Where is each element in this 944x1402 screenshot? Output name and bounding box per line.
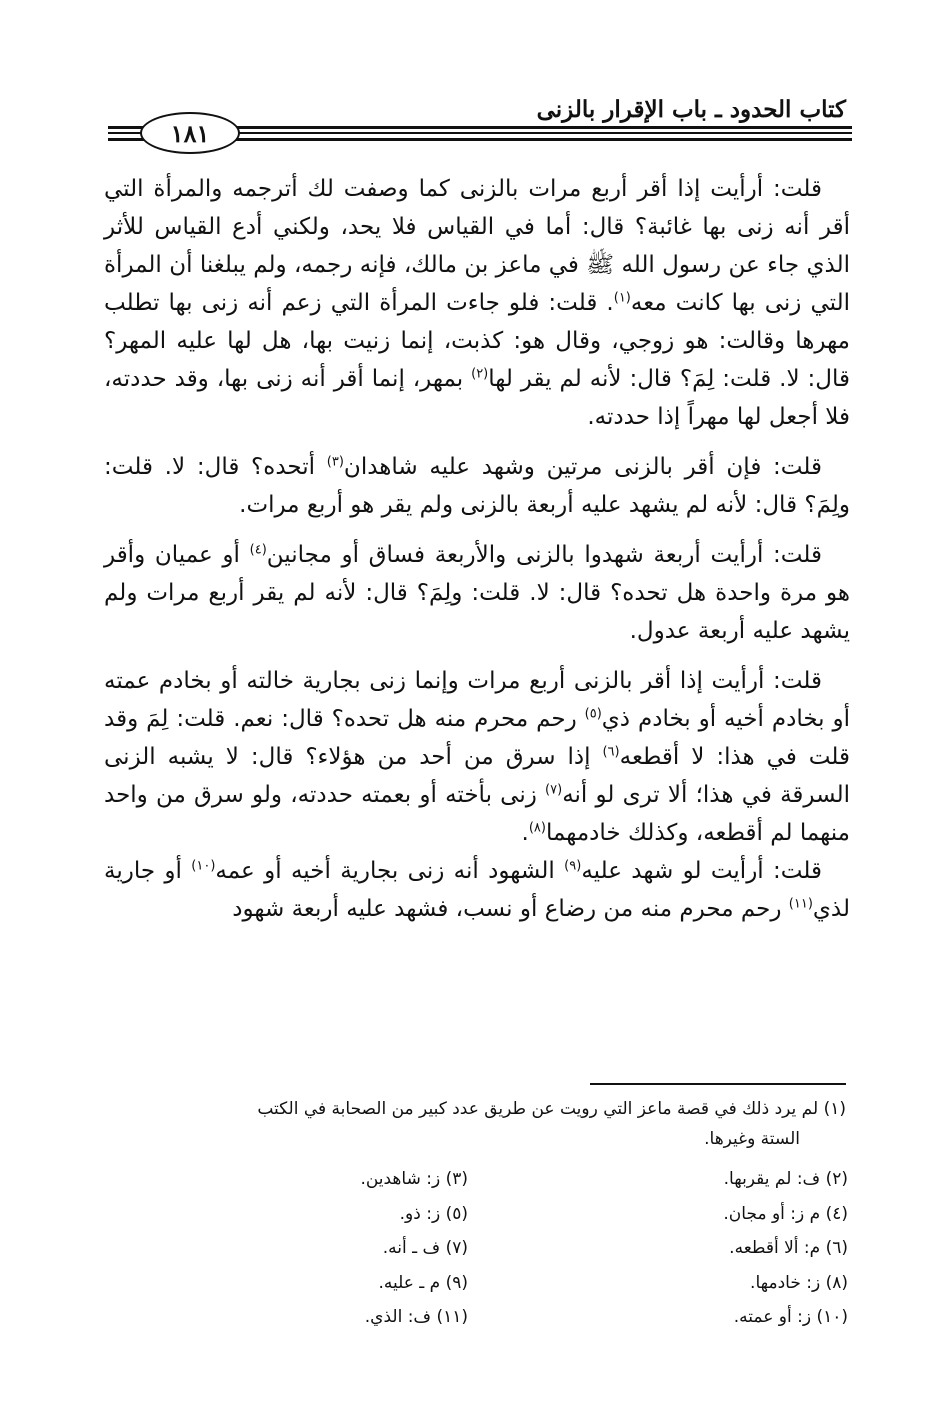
footnote-number: (١) [823,1099,846,1119]
footnote-item: (٢) ف: لم يقربها. [723,1169,848,1189]
paragraph: قلت: فإن أقر بالزنى مرتين وشهد عليه شاهدان$^{(٣)}$ أتحده؟ قال: لا. قلت: ولِمَ؟ قال: لأنه لم يشهد عليه أربعة بالزنى ولم يقر هو أربع مرات. [104,454,850,518]
footnote-line [96,1094,846,1124]
running-title: كتاب الحدود ـ باب الإقرار بالزنى [536,96,846,123]
footnote-ref[interactable]: (٥) [584,706,602,722]
footnote-1 [96,1094,846,1154]
footnote-ref[interactable]: (٤) [249,542,267,558]
footnote-ref[interactable]: (١٠) [191,858,216,874]
paragraph: قلت: أرأيت أربعة شهدوا بالزنى والأربعة فساق أو مجانين$^{(٤)}$ أو عميان وأقر هو مرة واحدة هل تحده؟ قال: لا. قلت: ولِمَ؟ قال: لأنه لم يقر أربع مرات ولم يشهد عليه أربعة عدول. [104,542,850,644]
footnote-ref[interactable]: (٣) [326,454,344,470]
footnote-ref[interactable]: (٦) [602,744,620,760]
page-header [96,92,856,162]
footnotes-left-column [268,1162,468,1335]
footnote-item: (٩) م ـ عليه. [378,1272,468,1293]
footnote-item: (١٠) ز: أو عمته. [733,1307,848,1327]
footnote-item: (٦) م: ألا أقطعه. [729,1238,848,1258]
footnote-item: (٣) ز: شاهدين. [360,1169,468,1189]
paragraph: قلت: أرأيت لو شهد عليه$^{(٩)}$ الشهود أنه زنى بجارية أخيه أو عمه$^{(١٠)}$ أو جارية لذي$^{(١١)}$ رحم محرم منه من رضاع أو نسب، فشهد عليه أربعة شهود [104,858,850,922]
footnote-item: (٥) ز: ذو. [399,1203,468,1224]
page-number-badge [140,112,240,154]
footnotes-right-column [618,1162,848,1335]
footnote-text: لم يرد ذلك في قصة ماعز التي رويت عن طريق عدد كبير من الصحابة في الكتب [257,1099,819,1119]
footnote-continuation: الستة وغيرها. [704,1129,800,1149]
footnote-ref[interactable]: (٨) [528,820,546,836]
footnote-item: (١١) ف: الذي. [364,1307,468,1327]
footnote-item: (٨) ز: خادمها. [750,1272,848,1293]
page-number: ١٨١ [170,118,210,148]
footnote-item: (٤) م ز: أو مجان. [723,1203,848,1224]
footnote-ref[interactable]: (٢) [471,366,489,382]
main-text [104,170,850,928]
footnote-separator [590,1083,846,1085]
paragraph: قلت: أرأيت إذا أقر بالزنى أربع مرات وإنما زنى بجارية خالته أو بخادم عمته أو بخادم أخيه أو بخادم ذي$^{(٥)}$ رحم محرم منه هل تحده؟ قال: نعم. قلت: لِمَ وقد قلت في هذا: لا أقطعه$^{(٦)}$ إذا سرق من أحد من هؤلاء؟ قال: لا يشبه الزنى السرقة في هذا؛ ألا ترى لو أنه$^{(٧)}$ زنى بأخته أو بعمته حددته، ولو سرق من واحد منهما لم أقطعه، وكذلك خادمهما$^{(٨)}$. [104,668,850,846]
footnote-ref[interactable]: (١) [613,290,631,306]
footnote-item: (٧) ف ـ أنه. [382,1238,468,1258]
footnote-ref[interactable]: (١١) [788,896,813,912]
footnote-ref[interactable]: (٧) [545,782,563,798]
paragraph: قلت: أرأيت إذا أقر أربع مرات بالزنى كما وصفت لك أترجمه والمرأة التي أقر أنه زنى بها غائبة؟ قال: أما في القياس فلا يحد، ولكني أدع القياس للأثر الذي جاء عن رسول الله ﷺ في ماعز بن مالك، فإنه رجمه، ولم يبلغنا أن المرأة التي زنى بها كانت معه$^{(١)}$. قلت: فلو جاءت المرأة التي زعم أنه زنى بها تطلب مهرها وقالت: هو زوجي، وقال هو: كذبت، إنما زنيت بها، هل لها عليه المهر؟ قال: لا. قلت: لِمَ؟ قال: لأنه لم يقر لها$^{(٢)}$ بمهر، إنما أقر أنه زنى بها، وقد حددته، فلا أجعل لها مهراً إذا حددته. [104,176,850,430]
footnote-ref[interactable]: (٩) [564,858,582,874]
